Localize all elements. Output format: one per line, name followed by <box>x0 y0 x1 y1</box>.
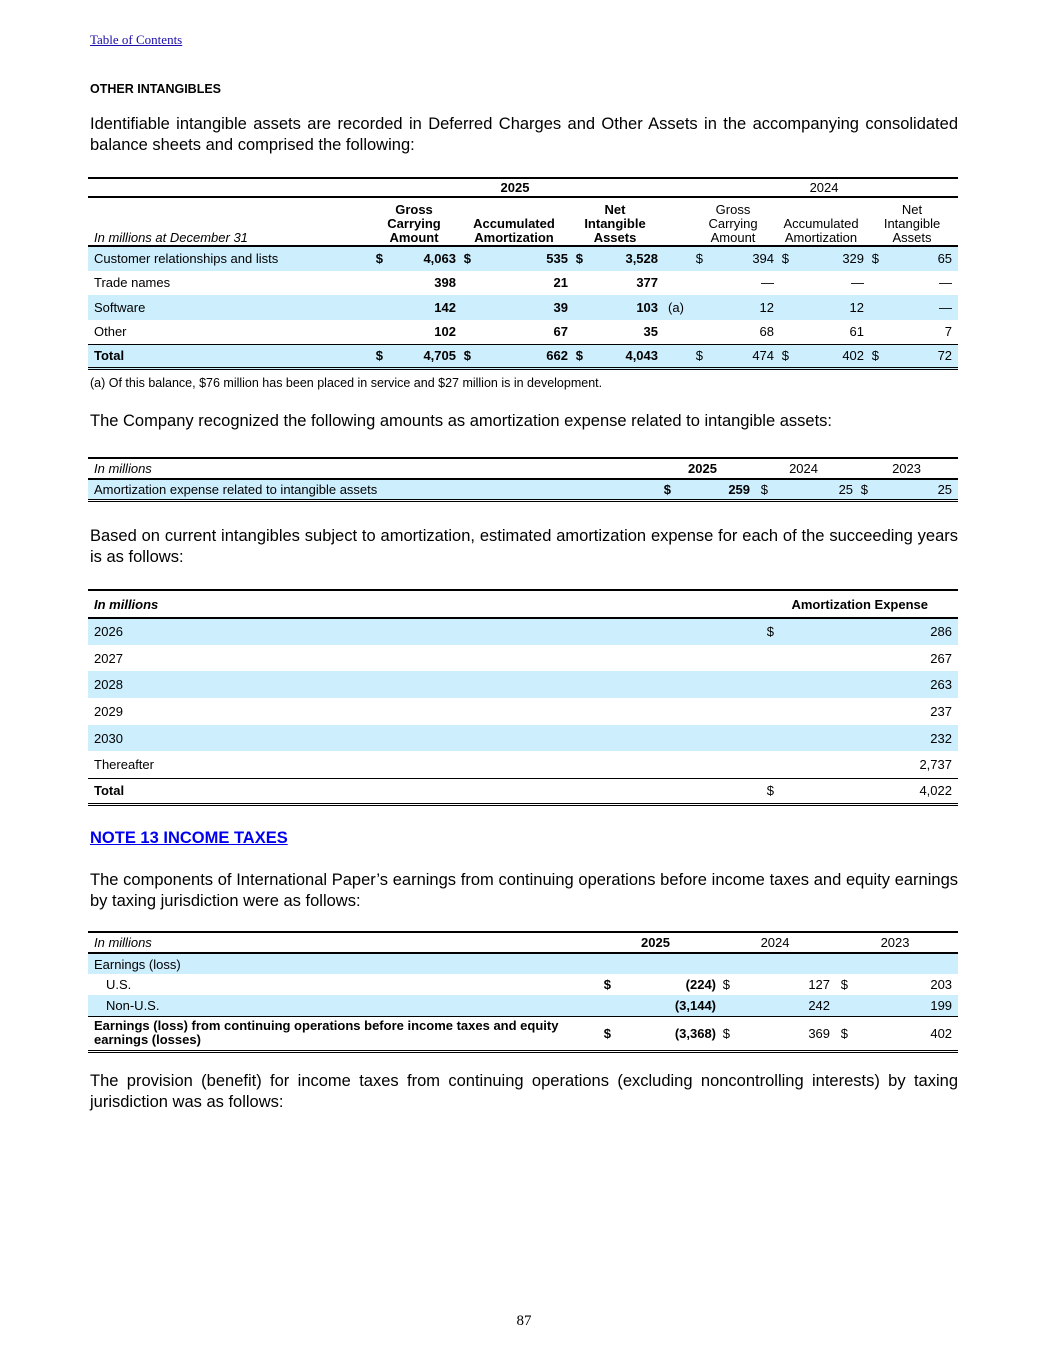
cell-value: 12 <box>791 295 866 320</box>
cell-value: 72 <box>881 344 958 369</box>
table-row <box>88 671 958 698</box>
cell-value <box>570 271 585 296</box>
cell-value: 232 <box>776 725 958 752</box>
cell-value: 2,737 <box>919 757 952 773</box>
cell-value: 61 <box>849 324 865 339</box>
cell-value: 4,705 <box>385 344 458 369</box>
cell-value <box>776 295 791 320</box>
year-2024-header: 2024 <box>690 178 958 197</box>
cell-value <box>832 995 850 1016</box>
currency-symbol: $ <box>832 1016 850 1051</box>
cell-value: 67 <box>553 324 568 339</box>
cell-value <box>690 271 705 296</box>
cell-value: — <box>881 295 958 320</box>
row-label: Total <box>88 344 370 369</box>
currency-symbol: $ <box>718 1016 732 1051</box>
col-gross-2024: Gross Carrying Amount <box>690 197 776 246</box>
table-row <box>88 344 958 369</box>
year-header: 2023 <box>832 932 958 953</box>
currency-symbol: $ <box>866 246 881 271</box>
row-label: Customer relationships and lists <box>88 246 370 271</box>
table-row <box>88 479 958 500</box>
row-label: Thereafter <box>94 757 154 773</box>
cell-value: 21 <box>553 275 568 291</box>
currency-symbol: $ <box>458 246 473 271</box>
col-accum-2025: Accumulated Amortization <box>458 197 570 246</box>
future-amortization-table <box>88 589 958 806</box>
cell-value: 39 <box>473 295 570 320</box>
table-row <box>88 295 958 320</box>
cell-value: 237 <box>930 703 952 719</box>
footnote: (a) Of this balance, $76 million has been placed in service and $27 million is in development. <box>90 376 603 390</box>
cell-value: 377 <box>636 275 659 291</box>
cell-value <box>458 271 473 296</box>
currency-symbol: $ <box>855 479 870 500</box>
year-2025-header: 2025 <box>370 178 660 197</box>
cell-value <box>756 645 776 672</box>
row-label: 2026 <box>88 618 756 645</box>
year-header: 2025 <box>593 932 718 953</box>
currency-symbol: $ <box>593 1016 613 1051</box>
cell-value <box>690 320 705 345</box>
row-label: 2030 <box>88 725 756 752</box>
row-label: Software <box>88 295 370 320</box>
table-row <box>88 725 958 752</box>
cell-value <box>756 725 776 752</box>
currency-symbol: $ <box>570 246 585 271</box>
cell-value <box>593 995 613 1016</box>
cell-value: (3,368) <box>613 1016 718 1051</box>
cell-value: 4,043 <box>585 344 660 369</box>
cell-value: 25 <box>770 479 855 500</box>
cell-value <box>370 271 385 296</box>
table-caption: In millions <box>88 590 756 618</box>
currency-symbol: $ <box>570 344 585 369</box>
currency-symbol: $ <box>756 618 776 645</box>
amortization-paragraph: The Company recognized the following amounts as amortization expense related to intangible assets: <box>90 412 833 430</box>
currency-symbol: $ <box>840 977 849 992</box>
table-row <box>88 1016 958 1051</box>
row-label: Trade names <box>94 275 171 291</box>
col-net-2025: Net Intangible Assets <box>570 197 660 246</box>
currency-symbol: $ <box>458 344 473 369</box>
cell-value: 474 <box>705 344 776 369</box>
cell-value: 369 <box>732 1016 832 1051</box>
cell-value: 263 <box>776 671 958 698</box>
table-row <box>88 698 958 725</box>
cell-value: 398 <box>434 275 456 291</box>
cell-value: 286 <box>776 618 958 645</box>
cell-value: 65 <box>881 246 958 271</box>
cell-value: 394 <box>705 246 776 271</box>
cell-value <box>660 344 690 369</box>
currency-symbol: $ <box>776 246 791 271</box>
cell-value <box>660 320 690 345</box>
table-of-contents-link[interactable]: Table of Contents <box>90 32 183 47</box>
cell-value: — <box>851 275 865 291</box>
page-number: 87 <box>516 1313 532 1329</box>
section-title: OTHER INTANGIBLES <box>90 82 222 96</box>
currency-symbol: $ <box>776 344 791 369</box>
cell-value <box>776 320 791 345</box>
currency-symbol: $ <box>370 344 385 369</box>
earnings-paragraph: The components of International Paper’s earnings from continuing operations before income taxes and equity earnings by taxing jurisdiction were as follows: <box>90 871 958 910</box>
table-row <box>88 974 958 995</box>
cell-value <box>832 953 850 974</box>
note-13-title[interactable]: NOTE 13 INCOME TAXES <box>90 829 288 847</box>
cell-value <box>850 953 958 974</box>
cell-value <box>570 320 585 345</box>
currency-symbol: $ <box>722 977 731 992</box>
cell-value: 267 <box>930 650 952 666</box>
cell-value: — <box>939 275 953 291</box>
table-row <box>88 271 958 296</box>
estimate-paragraph: Based on current intangibles subject to amortization, estimated amortization expense for each of the succeeding years is as follows: <box>90 527 958 566</box>
cell-value <box>718 953 732 974</box>
cell-value: 35 <box>643 324 659 339</box>
cell-value <box>756 698 776 725</box>
footnote-marker: (a) <box>660 295 690 320</box>
cell-value: 4,063 <box>385 246 458 271</box>
cell-value: 7 <box>944 324 953 339</box>
table-row <box>88 751 958 778</box>
table-row <box>88 618 958 645</box>
col-accum-2024: Accumulated Amortization <box>776 197 866 246</box>
table-row <box>88 953 958 974</box>
cell-value: 662 <box>473 344 570 369</box>
earnings-table <box>88 931 958 1053</box>
cell-value <box>458 295 473 320</box>
currency-symbol: $ <box>690 246 705 271</box>
table-caption: In millions <box>88 932 593 953</box>
row-label: Non-U.S. <box>88 995 593 1016</box>
cell-value: 12 <box>705 295 776 320</box>
currency-symbol: $ <box>690 344 705 369</box>
row-label: 2028 <box>88 671 756 698</box>
table-row <box>88 995 958 1016</box>
cell-value <box>370 295 385 320</box>
cell-value: 4,022 <box>776 778 958 805</box>
row-label: Earnings (loss) <box>88 953 593 974</box>
row-label: 2027 <box>94 650 123 666</box>
cell-value: 127 <box>808 977 831 992</box>
row-label: Total <box>88 778 756 805</box>
cell-value <box>718 995 732 1016</box>
cell-value <box>690 295 705 320</box>
table-caption: In millions at December 31 <box>88 197 370 246</box>
cell-value: 242 <box>732 995 832 1016</box>
table-row <box>88 645 958 672</box>
cell-value <box>570 295 585 320</box>
currency-symbol: $ <box>653 479 673 500</box>
table-caption: In millions <box>88 458 653 479</box>
amortization-expense-table <box>88 457 958 502</box>
cell-value: 68 <box>759 324 775 339</box>
amortization-expense-header: Amortization Expense <box>776 590 958 618</box>
cell-value: 203 <box>930 977 953 992</box>
cell-value <box>660 271 690 296</box>
cell-value <box>756 751 776 778</box>
cell-value: 103 <box>585 295 660 320</box>
row-label: Amortization expense related to intangible assets <box>88 479 653 500</box>
table-row <box>88 320 958 345</box>
table-row <box>88 246 958 271</box>
intro-paragraph: Identifiable intangible assets are recorded in Deferred Charges and Other Assets in the accompanying consolidated balance sheets and comprised the following: <box>90 115 958 154</box>
currency-symbol: $ <box>370 246 385 271</box>
cell-value <box>613 953 718 974</box>
currency-symbol: $ <box>756 778 776 805</box>
cell-value: 535 <box>473 246 570 271</box>
row-label: U.S. <box>106 977 132 992</box>
row-label: 2029 <box>94 703 123 719</box>
col-gross-2025: Gross Carrying Amount <box>370 197 458 246</box>
cell-value: (3,144) <box>613 995 718 1016</box>
currency-symbol: $ <box>603 977 611 992</box>
cell-value: 259 <box>673 479 752 500</box>
currency-symbol: $ <box>866 344 881 369</box>
cell-value <box>458 320 473 345</box>
table-row <box>88 778 958 805</box>
cell-value: 402 <box>791 344 866 369</box>
row-label: Earnings (loss) from continuing operations before income taxes and equity earnings (losses) <box>88 1016 593 1051</box>
cell-value <box>776 271 791 296</box>
col-net-2024: Net Intangible Assets <box>866 197 958 246</box>
cell-value <box>660 246 690 271</box>
year-header: 2023 <box>855 458 958 479</box>
cell-value: — <box>761 275 775 291</box>
cell-value: 402 <box>850 1016 958 1051</box>
cell-value: 102 <box>434 324 456 339</box>
year-header: 2024 <box>752 458 855 479</box>
cell-value <box>866 295 881 320</box>
cell-value <box>732 953 832 974</box>
cell-value <box>866 320 881 345</box>
intangibles-table <box>88 177 958 370</box>
cell-value: 329 <box>791 246 866 271</box>
cell-value: 199 <box>850 995 958 1016</box>
cell-value: (224) <box>685 977 717 992</box>
year-header: 2024 <box>718 932 832 953</box>
cell-value: 3,528 <box>585 246 660 271</box>
cell-value <box>756 671 776 698</box>
cell-value: 25 <box>870 479 958 500</box>
cell-value <box>866 271 881 296</box>
cell-value <box>593 953 613 974</box>
year-header: 2025 <box>653 458 752 479</box>
cell-value <box>370 320 385 345</box>
cell-value: 142 <box>385 295 458 320</box>
currency-symbol: $ <box>752 479 770 500</box>
row-label: Other <box>94 324 127 339</box>
provision-paragraph: The provision (benefit) for income taxes from continuing operations (excluding noncontrolling interests) by taxing jurisdiction was as follows: <box>90 1072 958 1111</box>
